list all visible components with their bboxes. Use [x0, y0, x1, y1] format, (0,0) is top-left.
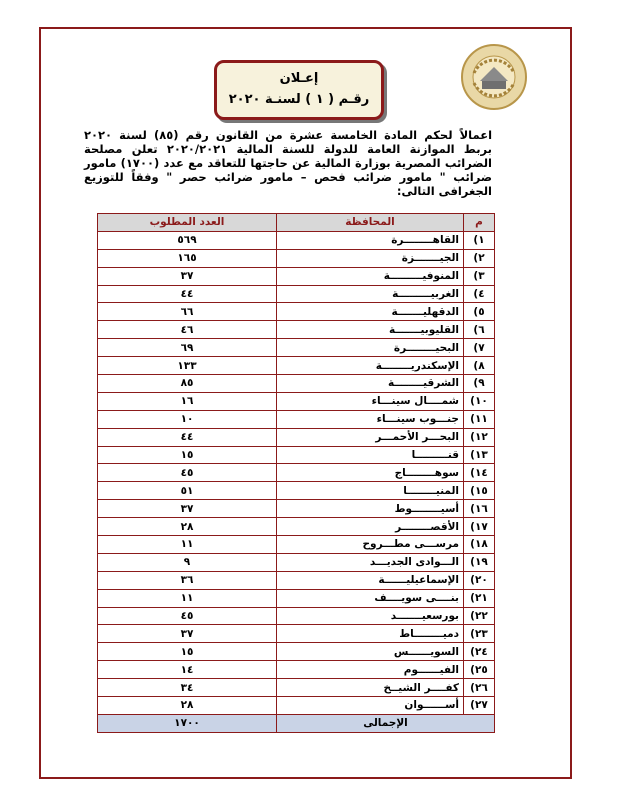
row-count: ٢٨ — [98, 518, 277, 536]
row-count: ٦٩ — [98, 339, 277, 357]
table-row — [98, 643, 495, 661]
total-label: الإجمالى — [277, 714, 495, 732]
row-governorate: البحـــر الأحمـــر — [277, 428, 464, 446]
row-count: ٣٦ — [98, 571, 277, 589]
row-count: ٥١ — [98, 482, 277, 500]
row-governorate: الدقهليـــــــة — [277, 303, 464, 321]
row-number: ١٢) — [464, 428, 495, 446]
row-count: ٣٧ — [98, 267, 277, 285]
table-row — [98, 339, 495, 357]
row-number: ١٨) — [464, 536, 495, 554]
ministry-seal-icon — [460, 43, 528, 111]
table-header-row — [98, 214, 495, 232]
row-count: ١٠ — [98, 410, 277, 428]
row-count: ٤٥ — [98, 607, 277, 625]
row-governorate: الفيــــــوم — [277, 661, 464, 679]
row-count: ٢٨ — [98, 697, 277, 715]
table-row — [98, 553, 495, 571]
table-row — [98, 375, 495, 393]
row-count: ١٥ — [98, 643, 277, 661]
row-number: ٢٤) — [464, 643, 495, 661]
total-value: ١٧٠٠ — [98, 714, 277, 732]
table-row — [98, 500, 495, 518]
row-number: ١٧) — [464, 518, 495, 536]
row-governorate: أسيــــــــوط — [277, 500, 464, 518]
table-row — [98, 249, 495, 267]
row-governorate: أســــــوان — [277, 697, 464, 715]
row-count: ٨٥ — [98, 375, 277, 393]
row-number: ٢١) — [464, 589, 495, 607]
row-count: ٣٧ — [98, 625, 277, 643]
row-count: ٦٦ — [98, 303, 277, 321]
table-row — [98, 446, 495, 464]
header-count: العدد المطلوب — [98, 214, 277, 232]
row-number: ٦) — [464, 321, 495, 339]
row-number: ٢) — [464, 249, 495, 267]
header-governorate: المحافظة — [277, 214, 464, 232]
ministry-logo — [460, 43, 528, 111]
table-row — [98, 589, 495, 607]
row-number: ٤) — [464, 285, 495, 303]
row-number: ٩) — [464, 375, 495, 393]
table-row — [98, 536, 495, 554]
row-count: ٣٤ — [98, 679, 277, 697]
row-governorate: قنـــــــــا — [277, 446, 464, 464]
table-row — [98, 285, 495, 303]
row-number: ٢٣) — [464, 625, 495, 643]
row-governorate: كفــــر الشيــخ — [277, 679, 464, 697]
row-governorate: الإسكندريــــــــة — [277, 357, 464, 375]
row-governorate: الإسماعيليــــــة — [277, 571, 464, 589]
table-row — [98, 267, 495, 285]
intro-paragraph: اعمالاً لحكم المادة الخامسة عشرة من القانون رقم (٨٥) لسنة ٢٠٢٠ بربط الموازنة العامة للدولة للسنة المالية ٢٠٢٠/٢٠٢١ تعلن مصلحة الضرائب المصرية بوزارة المالية عن حاجتها للتعاقد مع عدد (١٧٠٠) مامور ضرائب " مامور ضرائب فحص – مامور ضرائب حصر " وفقاً للتوزيع الجغرافى التالى: — [84, 128, 493, 198]
row-count: ٤٥ — [98, 464, 277, 482]
row-governorate: السويــــــس — [277, 643, 464, 661]
table-row — [98, 321, 495, 339]
row-count: ٤٤ — [98, 285, 277, 303]
row-governorate: الأقصــــــــر — [277, 518, 464, 536]
row-number: ٥) — [464, 303, 495, 321]
row-number: ٨) — [464, 357, 495, 375]
row-governorate: الـــوادى الجديـــد — [277, 553, 464, 571]
table-row — [98, 661, 495, 679]
row-governorate: جنـــوب سينـــاء — [277, 410, 464, 428]
row-governorate: القاهــــــــرة — [277, 231, 464, 249]
table-row — [98, 679, 495, 697]
table-row — [98, 464, 495, 482]
row-number: ١١) — [464, 410, 495, 428]
row-count: ٥٦٩ — [98, 231, 277, 249]
row-governorate: البحيــــــــرة — [277, 339, 464, 357]
row-number: ٢٦) — [464, 679, 495, 697]
announcement-title: إعـلان — [279, 71, 319, 86]
table-row — [98, 625, 495, 643]
table-row — [98, 571, 495, 589]
table-row — [98, 607, 495, 625]
table-row — [98, 410, 495, 428]
row-governorate: الشرقيــــــــة — [277, 375, 464, 393]
row-count: ١٣٣ — [98, 357, 277, 375]
row-count: ٩ — [98, 553, 277, 571]
announcement-number: رقـم ( ١ ) لسنـة ٢٠٢٠ — [228, 92, 370, 107]
row-number: ١٣) — [464, 446, 495, 464]
row-governorate: دميــــــــاط — [277, 625, 464, 643]
row-count: ٣٧ — [98, 500, 277, 518]
row-number: ٢٥) — [464, 661, 495, 679]
row-governorate: الجيـــــــزة — [277, 249, 464, 267]
table-row — [98, 392, 495, 410]
row-count: ١٦ — [98, 392, 277, 410]
row-number: ١) — [464, 231, 495, 249]
row-number: ٧) — [464, 339, 495, 357]
row-governorate: شمــــال سينـــاء — [277, 392, 464, 410]
row-count: ١٤ — [98, 661, 277, 679]
table-row — [98, 697, 495, 715]
row-number: ٢٧) — [464, 697, 495, 715]
row-governorate: القليوبيـــــــة — [277, 321, 464, 339]
table-row — [98, 482, 495, 500]
table-row — [98, 428, 495, 446]
row-number: ١٤) — [464, 464, 495, 482]
row-count: ١١ — [98, 589, 277, 607]
row-governorate: مرســـى مطـــروح — [277, 536, 464, 554]
row-governorate: بنــــى سويــــف — [277, 589, 464, 607]
announcement-title-box — [214, 60, 384, 120]
row-governorate: المنوفيـــــــــة — [277, 267, 464, 285]
total-row — [98, 714, 495, 732]
row-count: ١٦٥ — [98, 249, 277, 267]
row-count: ٤٤ — [98, 428, 277, 446]
row-number: ١٥) — [464, 482, 495, 500]
row-count: ٤٦ — [98, 321, 277, 339]
row-number: ١٩) — [464, 553, 495, 571]
row-governorate: سوهــــــــاج — [277, 464, 464, 482]
row-number: ٢٢) — [464, 607, 495, 625]
header-num: م — [464, 214, 495, 232]
table-body — [98, 231, 495, 732]
row-governorate: الغربيـــــــــة — [277, 285, 464, 303]
table-row — [98, 303, 495, 321]
table-row — [98, 357, 495, 375]
table-row — [98, 231, 495, 249]
row-governorate: بورسعيـــــــد — [277, 607, 464, 625]
row-number: ٢٠) — [464, 571, 495, 589]
row-count: ١١ — [98, 536, 277, 554]
table-row — [98, 518, 495, 536]
row-count: ١٥ — [98, 446, 277, 464]
row-number: ١٦) — [464, 500, 495, 518]
row-number: ١٠) — [464, 392, 495, 410]
distribution-table — [97, 213, 495, 733]
row-governorate: المنيــــــــا — [277, 482, 464, 500]
row-number: ٣) — [464, 267, 495, 285]
